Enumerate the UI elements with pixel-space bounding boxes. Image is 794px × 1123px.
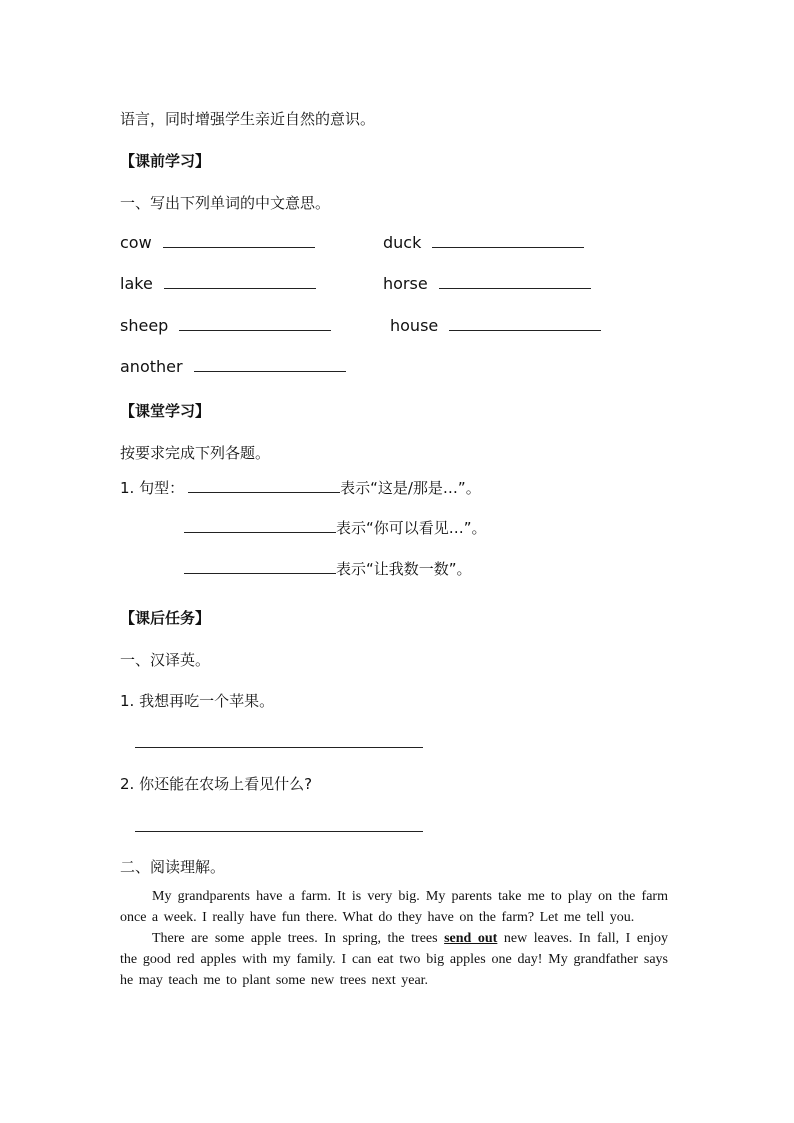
underlined-phrase: send out: [444, 931, 498, 946]
vocab-item: [120, 274, 316, 293]
vocab-word: duck: [383, 233, 422, 252]
translate-question-1: 1. 我想再吃一个苹果。: [120, 692, 275, 710]
answer-line[interactable]: [135, 831, 423, 832]
preview-heading: 【课前学习】: [120, 152, 211, 170]
vocab-item: [120, 357, 346, 376]
vocab-word: house: [390, 316, 439, 335]
question-label: 1. 句型：: [120, 479, 185, 497]
vocab-item: [390, 316, 601, 335]
answer-line[interactable]: [135, 747, 423, 748]
answer-line[interactable]: [439, 287, 591, 289]
answer-line[interactable]: [179, 329, 331, 331]
answer-line[interactable]: [164, 287, 316, 289]
answer-line[interactable]: [194, 370, 346, 372]
vocab-word: lake: [120, 274, 153, 293]
passage-paragraph-2: [120, 928, 668, 991]
pattern-meaning: 表示“让我数一数”。: [336, 560, 472, 578]
pattern-meaning: 表示“这是/那是…”。: [340, 479, 481, 497]
answer-line[interactable]: [163, 246, 315, 248]
vocab-item: [383, 274, 591, 293]
answer-line[interactable]: [184, 531, 336, 533]
vocab-item: [120, 233, 315, 252]
vocab-word: cow: [120, 233, 152, 252]
preview-instruction: 一、写出下列单词的中文意思。: [120, 194, 331, 212]
vocab-word: sheep: [120, 316, 169, 335]
answer-line[interactable]: [184, 572, 336, 574]
answer-line[interactable]: [432, 246, 584, 248]
pattern-row: [184, 558, 472, 579]
reading-passage: [120, 886, 668, 991]
answer-line[interactable]: [449, 329, 601, 331]
pattern-meaning: 表示“你可以看见…”。: [336, 519, 487, 537]
classroom-heading: 【课堂学习】: [120, 402, 211, 420]
translate-question-2: 2. 你还能在农场上看见什么?: [120, 775, 313, 793]
passage-text: new leaves. In fall, I enjoy the good red apples with my family. I can eat two big apples one day! My grandfather says he may teach me to plant some new trees next year.: [120, 931, 668, 988]
vocab-word: another: [120, 357, 183, 376]
passage-paragraph-1: My grandparents have a farm. It is very big. My parents take me to play on the farm once a week. I really have fun there. What do they have on the farm? Let me tell you.: [120, 889, 668, 925]
vocab-item: [383, 233, 584, 252]
section-reading: 二、阅读理解。: [120, 858, 226, 876]
section-translate: 一、汉译英。: [120, 651, 211, 669]
vocab-word: horse: [383, 274, 428, 293]
passage-text: There are some apple trees. In spring, the trees: [152, 931, 445, 946]
pattern-row: [120, 477, 481, 498]
vocab-item: [120, 316, 331, 335]
answer-line[interactable]: [188, 491, 340, 493]
pattern-row: [184, 517, 487, 538]
classroom-instruction: 按要求完成下列各题。: [120, 444, 271, 462]
after-class-heading: 【课后任务】: [120, 609, 211, 627]
intro-text: 语言，同时增强学生亲近自然的意识。: [120, 110, 376, 128]
